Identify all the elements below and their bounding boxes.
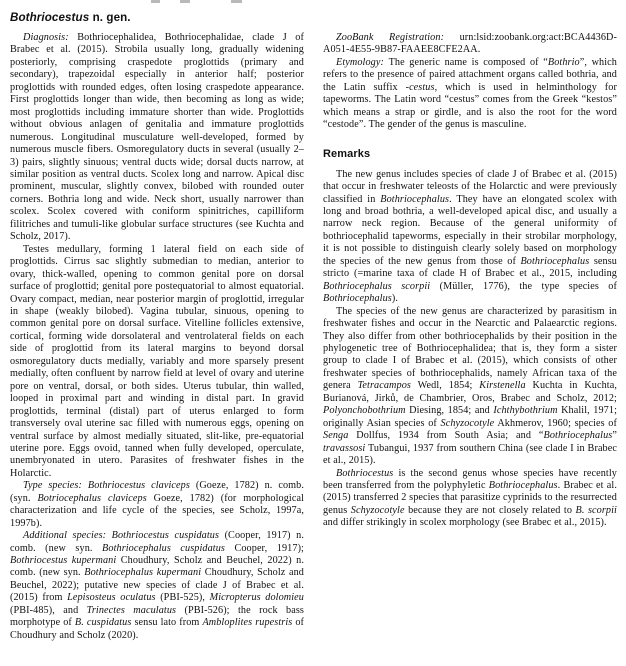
section-heading [323,148,617,160]
text-segment: (Cooper, 1917) n. comb. (new syn. [10,530,305,554]
text-segment: Bothriocephalus [323,293,392,305]
text-segment: Diagnosis: [23,32,78,43]
paragraph [10,244,304,481]
text-segment: Wedl, 1854; [410,380,480,392]
text-segment: Bothriocephalus [488,479,558,491]
paragraph [10,530,304,642]
text-segment: Type species: [23,480,88,492]
text-segment: The new genus includes species of clade J of Brabec et al. (2015) that occur in freshwater teleosts of the Holarctic and were previously classified in [323,168,617,205]
text-segment: (PBI-485), and [10,604,87,616]
text-segment: ” [612,430,617,442]
text-segment: Ambloplites rupestris [202,617,293,629]
text-segment: Botriocephalus claviceps [37,492,147,504]
text-segment: B. scorpii [575,504,617,516]
text-segment: Tetracampos [357,380,411,392]
text-segment: Bothriocestus claviceps [87,480,190,492]
text-segment: Schyzocotyle [350,504,405,516]
cropped-header-artifact [151,0,160,3]
left-column [10,11,304,642]
text-segment: Tubangui, 1937 from southern China (see clade I in Brabec et al., 2015). [323,442,617,467]
text-segment: Akhmerov, 1960; species of [494,417,617,429]
text-segment: Micropterus dolomieu [209,592,304,604]
cropped-page-header [0,0,626,6]
paragraph [323,169,617,306]
article-title [10,11,304,24]
text-segment: Goeze, 1782) (for morphological characterization and life cycle of the species, see Scholz, 1997a, 1997b). [10,492,304,529]
text-segment: Bothriocestus kupermani [10,555,117,567]
right-column [323,11,617,642]
text-segment: (PBI-526); the rock bass morphotype of [10,604,304,629]
paragraph [323,32,617,57]
text-segment: , which is used in helminthology for tapeworms. The Latin word “cestus” comes from the Greek “kestos” which means a strap or girdle, and is also the root for the word “cestode”. The gender of the genus is masculine. [323,81,617,131]
text-segment: Khalil, 1971; originally Asian species of [323,405,618,429]
text-segment: Kuchta in Kuchta, Burianová, Jirků, de Chambrier, Oros, Brabec and Scholz, 2012; [323,380,617,404]
text-segment: Bothrio [547,56,580,68]
text-segment: because they are not closely related to [404,504,576,516]
text-segment: Schyzocotyle [440,417,495,429]
text-segment: Bothriocephalus cuspidatus [102,542,225,554]
text-segment: (PBI-525), [155,592,210,604]
text-segment: Polyonchobothrium [323,405,406,417]
paragraph [10,480,304,530]
text-segment: of Choudhury and Scholz (2020). [10,617,305,641]
text-segment: sensu stricto (=marine taxa of clade H of Brabec et al., 2015, including [323,255,617,280]
paragraph [323,306,617,468]
text-segment: Senga [323,430,349,442]
text-segment: Bothriocephalus [520,255,590,267]
paragraph [323,57,617,132]
text-segment: n. gen. [89,11,131,24]
text-segment: Bothriocestus [336,467,394,479]
text-segment: is the second genus whose species have recently been transferred from the polyphyletic [323,467,617,491]
text-segment: Lepisosteus oculatus [67,592,156,604]
text-segment: The generic name is composed of “ [388,56,548,68]
text-segment: urn:lsid:zoobank.org:act:BCA4436D-A051-4E55-9B87-FAAEE8CFE2AA. [323,32,617,56]
paragraph [323,468,617,530]
text-segment: Trinectes maculatus [86,604,177,616]
text-segment: Diesing, 1854; and [405,405,494,417]
text-segment: and differ strikingly in scolex morphology (see Brabec et al., 2015). [323,517,607,529]
text-segment: Choudhury, Scholz and Beuchel, 2022) n. comb. (new syn. [10,555,305,579]
text-segment: . Brabec et al. (2015) transferred 2 species that parasitize cyprinids to the resurrected genus [323,479,617,516]
paragraph [10,32,304,244]
text-segment: Ichthybothrium [493,405,558,417]
text-segment: (Goeze, 1782) n. comb. (syn. [10,480,304,504]
text-segment: travassosi [323,442,366,454]
text-segment: Additional species: [23,530,112,542]
text-segment: cestus [409,81,435,93]
text-segment: Choudhury, Scholz and Beuchel, 2022); putative new species of clade J of Brabec et al. (2015) from [10,567,304,604]
text-segment: sensu lato from [131,617,203,629]
text-segment: Bothriocephalus [543,430,613,442]
text-segment: Cooper, 1917); [224,542,304,554]
text-segment: Bothriocephalidea, Bothriocephalidae, clade J of Brabec et al. (2015). Strobila usually long, gradually widening posteriorly, comprising craspedote proglottids (primary and secondary), trapezoidal especially in anterior half; posterior proglottids with rounded edges, often losing craspedote appearance. First proglottids longer than wide, then becoming as long as wide; most proglottids including immature shorter than wide. Proglottids without obvious anlagen of genitalia and immature proglottids numerous. Longitudinal musculature well-developed, formed by numerous muscle fibers. Osmoregulatory ducts in several (usually 2–3) pairs, slightly sinuous; ventral ducts wide; dorsal ducts narrow, at similar position as ventral ducts. Scolex long and narrow. Apical disc prominent, muscular, slightly convex, bilobed with rounded outer corners. Bothria long and wide. Neck short, usually narrower than scolex. Scolex covered with coniform spinitriches, capilliform filitriches and tumuli-like globular surface structures (see Kuchta and Scholz, 2017). [10,32,304,243]
text-segment: Bothriocephalus kupermani [84,567,202,579]
text-segment: . They have an elongated scolex with long and broad bothria, a well-developed apical disc, and usually a narrow neck region. Because of the general uniformity of bothriocephalid tapeworms, especially in their strobilar morphology, it is not possible to distinguish clearly solely based on morphology the species of the new genus from those of [323,193,617,267]
cropped-header-artifact [180,0,190,3]
text-segment: Etymology: [336,56,389,68]
text-segment: (Müller, 1776), the type species of [430,280,617,292]
text-segment: B. cuspidatus [74,617,132,629]
text-segment: Testes medullary, forming 1 lateral field on each side of proglottids. Cirrus sac slightly submedian to median, anterior to ovary, thick-walled, opening to common genital pore on dorsal surface of proglottid; genital pore postequatorial to almost equatorial. Ovary compact, median, near posterior margin of proglottid, irregular in shape (weakly bilobed). Vagina tubular, sinuous, opening to common genital pore on dorsal surface. Vitelline follicles extensive, cortical, forming wide dorsolateral and ventrolateral fields on each side of proglottid from its lateral margins to beyond dorsal osmoregulatory ducts medially, variably and more sparsely present medially, often confluent by narrow field at level of ovary and uterine pore on ventral, dorsal, or both sides. Uterus tubular, thin walled, looped in proximal part and winding in distal part. In gravid proglottids, terminal (distal) part of uterus enlarged to form transversely oval uterine sac filled with numerous eggs, opening on ventral surface by almost medially situated, slit-like, pre-equatorial uterine pore. Eggs ovoid, tanned when fully developed, operculate, unembryonated in utero. Parasites of freshwater fishes in the Holarctic. [10,243,304,479]
text-segment: Bothriocestus [10,11,90,24]
text-segment: ZooBank Registration: [336,32,460,43]
text-segment: ”, which refers to the presence of paired attachment organs called bothria, and the Latin suffix - [323,56,617,93]
text-segment: The species of the new genus are characterized by parasitism in freshwater fishes and occur in the Nearctic and Palaearctic regions. They also differ from other bothriocephalids by their position in the phylogenetic tree of Bothriocephalidea; that is, they form a sister group to clade I of Brabec et al. (2015), which consists of other freshwater species of bothriocephalids, namely African taxa of the genera [323,305,617,392]
text-segment: ). [391,293,398,305]
text-segment: Kirstenella [479,380,526,392]
text-segment: Bothriocestus cuspidatus [111,530,220,542]
cropped-header-artifact [231,0,242,3]
text-segment: Bothriocephalus scorpii [323,280,431,292]
text-segment: Dollfus, 1934 from South Asia; and “ [348,430,544,442]
text-segment: Remarks [323,147,371,160]
text-segment: Bothriocephalus [380,193,450,205]
